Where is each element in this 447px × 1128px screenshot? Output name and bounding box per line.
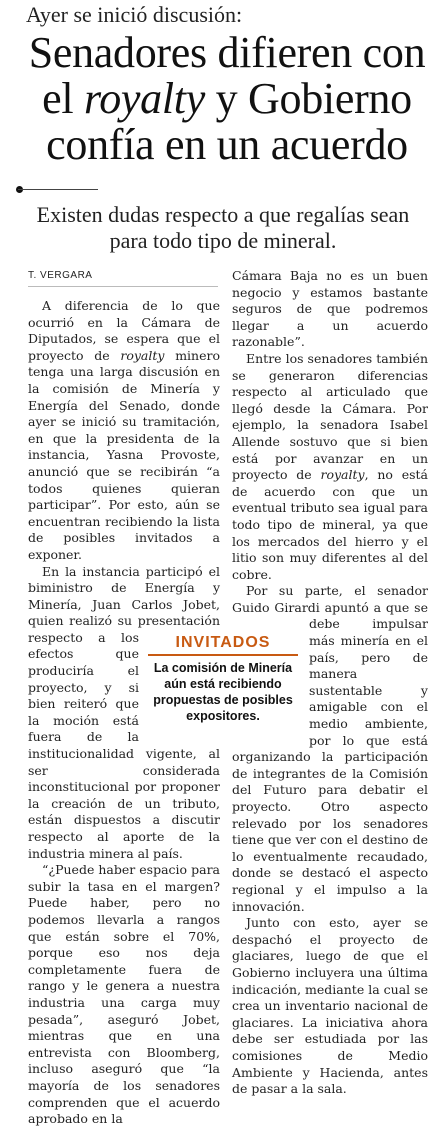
left-p1-italic: royalty bbox=[120, 347, 165, 363]
right-paragraph-2: Por su parte, el senador Guido Girardi apuntó a que se debe impulsar más minería en el país, pero de manera sustentable y amigable con el medio ambiente, por lo que está organizando la participación de integrantes de la Comisión del Futuro para debatir el proyecto. Otro aspecto relevado por los senadores tiene que ver con el destino de lo eventualmente recaudado, donde se destacó el aspecto regional y el impulso a la innovación. bbox=[232, 583, 428, 914]
headline bbox=[10, 30, 444, 168]
sidebar-box bbox=[143, 631, 303, 745]
headline-italic: royalty bbox=[84, 74, 205, 123]
deck: Existen dudas respecto a que regalías sean para todo tipo de mineral. bbox=[36, 202, 410, 253]
left-paragraph-3: “¿Puede haber espacio para subir la tasa en el margen? Puede haber, pero no podemos llevarla a rangos que están sobre el 70%, porque eso nos deja completamente fuera de rango y le genera a nuestra industria una carga muy pesada”, aseguró Jobet, mientras que en una entrevista con Bloomberg, incluso aseguró que “la mayoría de los senadores comprenden que el acuerdo aprobado en la bbox=[28, 862, 220, 1127]
sidebar-box-rule bbox=[148, 654, 298, 656]
left-p1-text-b: minero tenga una larga discusión en la comisión de Minería y Energía del Senado, donde ayer se inició su tramitación, en que la presidenta de la instancia, Yasna Provoste, anunció que se recibirán “a todos quienes quieran participar”. Por esto, aún se encuentran recibiendo la lista de posibles invitados a exponer. bbox=[28, 347, 220, 562]
right-p1-text-b: , no está de acuerdo con que un eventual tributo sea igual para todo tipo de mineral, ya que los mercados del hierro y el litio son muy diferentes al del cobre. bbox=[232, 467, 428, 582]
right-paragraph-3: Junto con esto, ayer se despachó el proyecto de glaciares, luego de que el Gobierno incluyera una última indicación, mediante la cual se crea un inventario nacional de glaciares. La iniciativa ahora debe ser estudiada por las comisiones de Medio Ambiente y Hacienda, antes de pasar a la sala. bbox=[232, 915, 428, 1097]
right-paragraph-0: Cámara Baja no es un buen negocio y estamos bastante seguros de que podremos llegar a un acuerdo razonable”. bbox=[232, 268, 428, 350]
byline-rule bbox=[28, 286, 218, 287]
headline-part2: y Gobierno confía en un acuerdo bbox=[46, 74, 412, 169]
right-p1-italic: royalty bbox=[320, 467, 365, 483]
left-paragraph-2: En la instancia participó el biministro de Energía y Minería, Juan Carlos Jobet, quien realizó su presentación respecto a los efectos que produciría el proyecto, y si bien reiteró que la moción está fuera de la institucionalidad vigente, al ser considerada inconstitucional por proponer la creación de un tributo, están dispuestos a discutir respecto al aporte de la industria minera al país. bbox=[28, 563, 220, 861]
headline-part1: Senadores difieren con el bbox=[28, 28, 426, 123]
right-p1-text-a: Entre los senadores también se generaron diferencias respecto al articulado que llegó desde la Cámara. Por ejemplo, la senadora Isabel Allende sostuvo que si bien está por avanzar en un proyecto de bbox=[232, 350, 428, 483]
left-paragraph-1 bbox=[28, 298, 220, 564]
right-paragraph-1 bbox=[232, 351, 428, 583]
byline: T. VERGARA bbox=[28, 270, 93, 281]
separator-rule bbox=[18, 189, 98, 190]
kicker: Ayer se inició discusión: bbox=[26, 2, 243, 27]
sidebar-box-text: La comisión de Minería aún está recibiendo propuestas de posibles expositores. bbox=[153, 661, 293, 723]
left-p1-text-a: A diferencia de lo que ocurrió en la Cámara de Diputados, se espera que el proyecto de bbox=[28, 298, 220, 363]
sidebar-box-title: INVITADOS bbox=[175, 634, 271, 651]
